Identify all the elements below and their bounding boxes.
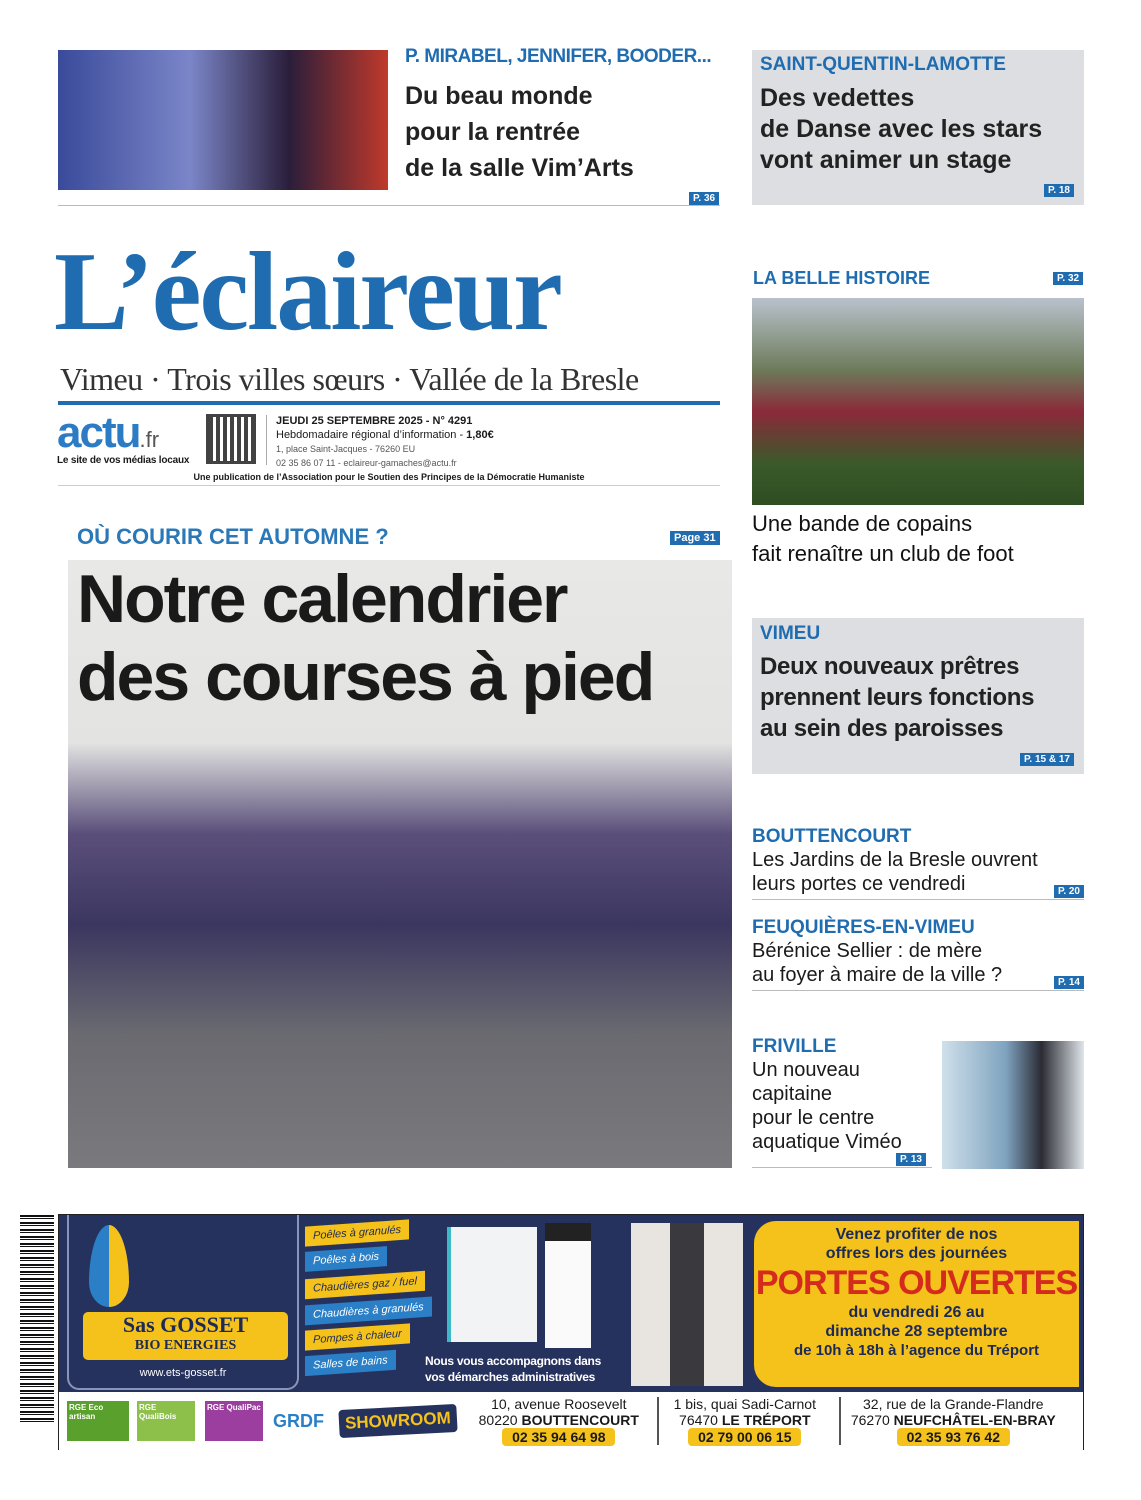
location-bouttencourt [469,1396,649,1446]
promo-date-line: du vendredi 26 au [848,1304,985,1321]
brief-friville[interactable] [752,1036,932,1168]
ad-brand-name: Sas GOSSET [122,1312,249,1337]
location-phone[interactable]: 02 35 93 76 42 [897,1428,1010,1446]
location-city-line [469,1412,649,1428]
headline-line: des courses à pied [77,639,654,715]
sidebar-kicker: LA BELLE HISTOIRE [753,268,931,288]
location-le-treport [659,1396,831,1446]
location-street: 1 bis, quai Sadi-Carnot [673,1395,816,1412]
advertisement-gosset[interactable] [58,1214,1084,1450]
ad-brand-sub: BIO ENERGIES [134,1338,237,1353]
actu-logo[interactable] [57,408,159,458]
page-ref: P. 14 [1054,976,1084,989]
page-ref: P. 18 [1044,184,1074,197]
location-city-line [659,1412,831,1428]
location-zip: 76470 [679,1411,722,1428]
issue-info [276,414,494,470]
location-neufchatel [841,1396,1066,1446]
teaser-box-vimeu[interactable] [752,618,1084,774]
headline-line: au sein des paroisses [760,715,1004,742]
headline-line: vont animer un stage [760,146,1012,174]
location-city: LE TRÉPORT [721,1411,811,1428]
teaser-photo-performer [58,50,388,190]
barcode [20,1215,54,1425]
teaser-headline [760,651,1034,744]
location-city-line [841,1412,1066,1428]
masthead-rule [58,401,720,405]
brief-kicker: FRIVILLE [752,1036,837,1057]
service-item: Poêles à bois [305,1246,387,1272]
headline-line: prennent leurs fonctions [760,684,1035,711]
masthead-subtitle: Vimeu · Trois villes sœurs · Vallée de la Bresle [60,361,639,397]
headline-line: fait renaître un club de foot [752,541,1014,566]
promo-line: offres lors des journées [825,1245,1008,1262]
location-street: 32, rue de la Grande-Flandre [863,1395,1044,1412]
actu-logo-text: actu [57,408,140,457]
headline-line: Notre calendrier [77,561,567,637]
actu-logo-tld: .fr [139,427,160,452]
location-street: 10, avenue Roosevelt [491,1395,627,1412]
rge-eco-artisan-logo: RGE Eco artisan [67,1401,129,1441]
location-zip: 80220 [478,1411,522,1428]
football-team-photo[interactable] [752,298,1084,505]
headline-line: Du beau monde [405,82,593,110]
heat-pump-image [447,1227,537,1342]
headline-line: aquatique Viméo [752,1131,902,1153]
teaser-box-saint-quentin[interactable] [752,50,1084,205]
main-kicker: OÙ COURIR CET AUTOMNE ? [77,524,389,549]
headline-line: de Danse avec les stars [760,115,1043,143]
divider [58,205,720,206]
headline-line: leurs portes ce vendredi [752,873,966,895]
teaser-kicker: P. MIRABEL, JENNIFER, BOODER... [405,46,712,67]
ad-promo-panel [754,1221,1079,1387]
page-ref: P. 15 & 17 [1020,753,1074,766]
sidebar-headline[interactable] [752,509,1014,569]
address: 1, place Saint-Jacques - 76260 EU [276,444,416,454]
rge-qualibois-logo: RGE QualiBois [137,1401,195,1441]
qr-code-icon[interactable] [206,414,256,464]
ad-tagline [425,1353,601,1385]
flame-logo-icon [89,1225,129,1307]
rge-qualipac-logo: RGE QualiPac [205,1401,263,1441]
promo-title: PORTES OUVERTES [755,1264,1078,1302]
location-zip: 76270 [850,1411,894,1428]
price: 1,80€ [466,429,494,441]
masthead-title: L’éclaireur [54,230,561,354]
main-headline[interactable] [77,560,653,716]
page-ref: P. 36 [689,192,719,205]
teaser-headline [760,83,1042,176]
headline-line: de la salle Vim’Arts [405,154,634,182]
service-item: Chaudières à granulés [305,1297,432,1326]
teaser-kicker: VIMEU [760,623,821,644]
page-ref: P. 20 [1054,885,1084,898]
location-phone[interactable]: 02 35 94 64 98 [502,1428,615,1446]
service-item: Poêles à granulés [305,1219,409,1246]
teaser-kicker: SAINT-QUENTIN-LAMOTTE [760,54,1006,75]
brief-kicker: BOUTTENCOURT [752,826,912,847]
frequency-price [276,428,494,442]
contact: 02 35 86 07 11 - eclaireur-gamaches@actu.fr [276,458,457,468]
ad-brand-box [83,1312,288,1360]
headline-line: Deux nouveaux prêtres [760,653,1020,680]
pellet-stove-image [631,1223,743,1386]
location-city: NEUFCHÂTEL-EN-BRAY [893,1411,1056,1428]
service-item: Chaudières gaz / fuel [305,1271,425,1299]
headline-line: Des vedettes [760,84,915,112]
issue-date: JEUDI 25 SEPTEMBRE 2025 - N° 4291 [276,415,473,427]
headline-line: Une bande de copains [752,511,973,536]
page-ref: Page 31 [670,531,720,545]
ad-website[interactable]: www.ets-gosset.fr [139,1367,227,1379]
tagline-line: Nous vous accompagnons dans [425,1354,601,1368]
headline-line: capitaine [752,1083,833,1105]
ad-footer [59,1392,1083,1450]
actu-tagline: Le site de vos médias locaux [57,455,190,466]
friville-portrait-photo[interactable] [942,1041,1084,1169]
headline-line: Un nouveau [752,1059,860,1081]
brief-feuquieres[interactable] [752,917,1084,991]
headline-line: Bérénice Sellier : de mère [752,940,983,962]
headline-line: au foyer à maire de la ville ? [752,964,1003,986]
promo-line: Venez profiter de nos [835,1226,998,1243]
location-city: BOUTTENCOURT [521,1411,639,1428]
grdf-logo: GRDF [273,1410,324,1431]
brief-bouttencourt[interactable] [752,826,1084,900]
promo-date-line: de 10h à 18h à l’agence du Tréport [793,1342,1040,1359]
frequency: Hebdomadaire régional d’information - [276,429,467,441]
service-item: Salles de bains [305,1350,396,1376]
tagline-line: vos démarches administratives [425,1370,596,1384]
promo-date-line: dimanche 28 septembre [825,1323,1008,1340]
page-ref: P. 32 [1053,272,1083,285]
brief-kicker: FEUQUIÈRES-EN-VIMEU [752,917,975,938]
divider [266,415,267,465]
service-item: Pompes à chaleur [305,1323,410,1350]
teaser-headline[interactable] [405,78,634,186]
headline-line: pour le centre [752,1107,875,1129]
publisher-line: Une publication de l’Association pour le Soutien des Principes de la Démocratie Humaniste [58,472,720,486]
page-ref: P. 13 [896,1153,926,1166]
ad-services-list [305,1223,440,1379]
headline-line: pour la rentrée [405,118,581,146]
headline-line: Les Jardins de la Bresle ouvrent [752,849,1038,871]
showroom-badge: SHOWROOM [338,1404,457,1438]
ad-logo-panel [67,1215,299,1390]
location-phone[interactable]: 02 79 00 06 15 [688,1428,801,1446]
water-heater-image [545,1223,591,1348]
